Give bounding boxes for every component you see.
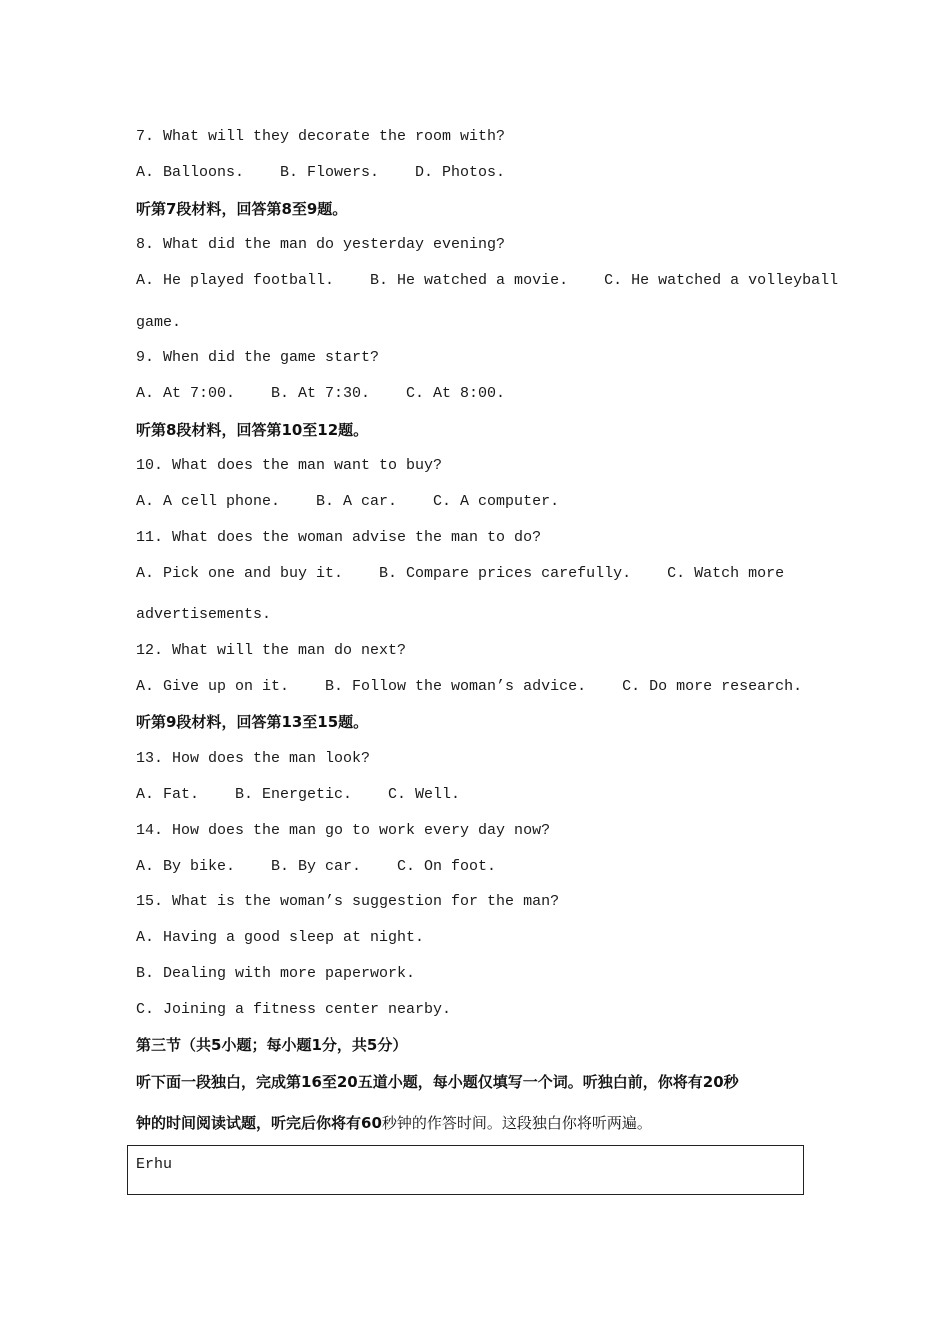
question-9-options: A. At 7:00. B. At 7:30. C. At 8:00.	[136, 385, 506, 402]
question-8-options: A. He played football. B. He watched a movie. C. He watched a volleyball	[136, 272, 839, 289]
section-heading-9: 听第9段材料，回答第13至15题。	[136, 713, 369, 731]
answer-box	[127, 1145, 804, 1195]
question-12: 12. What will the man do next?	[136, 642, 407, 659]
question-8-options-cont: game.	[136, 314, 182, 331]
question-15-option-c: C. Joining a fitness center nearby.	[136, 1001, 452, 1018]
question-9: 9. When did the game start?	[136, 349, 380, 366]
question-11-options: A. Pick one and buy it. B. Compare prices carefully. C. Watch more	[136, 565, 785, 582]
part-three-instructions-2	[136, 1113, 652, 1133]
question-14-options: A. By bike. B. By car. C. On foot.	[136, 858, 497, 875]
question-10: 10. What does the man want to buy?	[136, 457, 443, 474]
instructions-2-normal: 秒钟的作答时间。这段独白你将听两遍。	[381, 1114, 652, 1132]
question-7: 7. What will they decorate the room with?	[136, 128, 506, 145]
question-15-option-b: B. Dealing with more paperwork.	[136, 965, 416, 982]
instructions-2-bold: 钟的时间阅读试题，听完后你将有60	[136, 1114, 382, 1132]
section-heading-8: 听第8段材料，回答第10至12题。	[136, 421, 369, 439]
question-13-options: A. Fat. B. Energetic. C. Well.	[136, 786, 461, 803]
question-13: 13. How does the man look?	[136, 750, 371, 767]
question-12-options: A. Give up on it. B. Follow the woman’s advice. C. Do more research.	[136, 678, 803, 695]
section-heading-7: 听第7段材料，回答第8至9题。	[136, 200, 348, 218]
question-11-options-cont: advertisements.	[136, 606, 272, 623]
question-14: 14. How does the man go to work every day now?	[136, 822, 551, 839]
question-15-option-a: A. Having a good sleep at night.	[136, 929, 425, 946]
part-three-instructions-1: 听下面一段独白，完成第16至20五道小题，每小题仅填写一个词。听独白前，你将有20秒	[136, 1073, 739, 1091]
question-10-options: A. A cell phone. B. A car. C. A computer.	[136, 493, 560, 510]
question-8: 8. What did the man do yesterday evening?	[136, 236, 506, 253]
answer-box-title: Erhu	[136, 1156, 173, 1173]
part-three-heading: 第三节（共5小题；每小题1分，共5分）	[136, 1036, 408, 1054]
question-11: 11. What does the woman advise the man to do?	[136, 529, 542, 546]
question-15: 15. What is the woman’s suggestion for the man?	[136, 893, 560, 910]
question-7-options: A. Balloons. B. Flowers. D. Photos.	[136, 164, 506, 181]
